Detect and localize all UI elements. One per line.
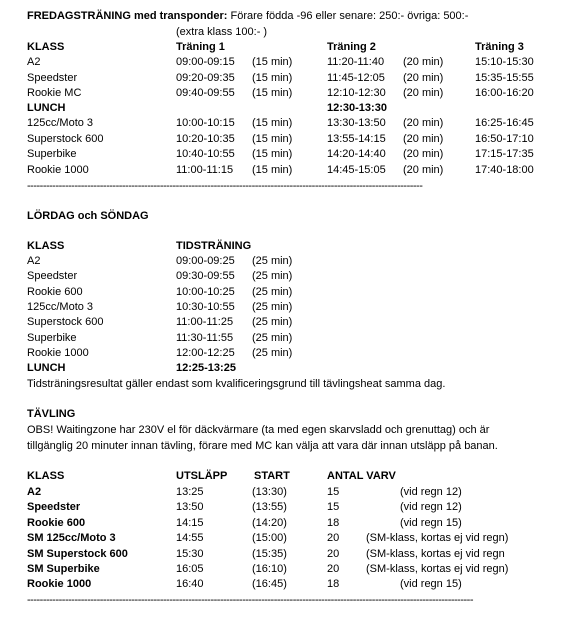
weekend-row-class: 125cc/Moto 3 [27,300,94,313]
race-row-class: Rookie 600 [27,516,86,529]
race-row-class: SM Superbike [27,563,100,575]
friday-row-t1: 10:40-10:55 [176,148,235,160]
race-row-class: A2 [27,486,42,498]
race-row-note: (SM-klass, kortas ej vid regn [366,547,505,560]
friday-row-t3: 15:35-15:55 [475,71,534,84]
race-row-release: 16:05 [176,563,204,575]
friday-row-d2: (20 min) [403,87,444,99]
weekend-heading: LÖRDAG och SÖNDAG [27,210,149,222]
friday-col-klass: KLASS [27,41,65,53]
friday-row-class: 125cc/Moto 3 [27,117,94,129]
weekend-row-class: Superstock 600 [27,316,104,329]
weekend-row-time: 11:30-11:55 [176,331,234,344]
friday-row-t1: 11:00-11:15 [176,163,234,176]
race-row-release: 13:50 [176,501,204,514]
race-row-release: 13:25 [176,486,204,498]
friday-col-t2: Träning 2 [327,41,376,53]
race-row-laps: 18 [327,578,340,591]
friday-row-d2: (20 min) [403,163,444,176]
weekend-row-duration: (25 min) [252,255,293,267]
friday-row-class: Rookie MC [27,87,82,99]
friday-row-d2: (20 min) [403,117,444,129]
race-row-release: 14:55 [176,532,204,545]
friday-row-t2: 13:55-14:15 [327,132,386,145]
friday-col-t1: Träning 1 [176,41,225,53]
race-col-start: START [254,470,290,482]
weekend-row-time: 10:30-10:55 [176,300,235,313]
friday-col-t3: Träning 3 [475,41,524,53]
friday-row-t1: 10:00-10:15 [176,117,235,129]
friday-row-class: Rookie 1000 [27,163,89,176]
friday-row-class: A2 [27,56,41,68]
friday-row-d2: (20 min) [403,71,444,84]
friday-extra-fee: (extra klass 100:- ) [176,26,268,38]
weekend-row-class: Rookie 1000 [27,346,89,359]
race-col-varv: ANTAL VARV [327,470,396,482]
race-row-start: (15:35) [252,547,287,560]
weekend-row-time: 12:00-12:25 [176,346,235,359]
race-row-laps: 15 [327,486,340,498]
weekend-row-duration: (25 min) [252,331,293,344]
race-row-start: (14:20) [252,516,287,529]
race-info-line1: OBS! Waitingzone har 230V el för däckvärmare (ta med egen skarvsladd och grenuttag) och är [27,424,490,436]
friday-row-t3: 16:00-16:20 [475,87,534,99]
race-row-note: (vid regn 15) [400,578,462,591]
friday-row-t3: 16:50-17:10 [475,132,534,145]
race-row-class: SM 125cc/Moto 3 [27,532,116,545]
race-row-note: (SM-klass, kortas ej vid regn) [366,532,509,545]
race-row-start: (13:30) [252,486,287,498]
race-divider: --------------------------------------------------------------------------------------------------------------------------------------------- [27,594,473,606]
friday-row-t1: 10:20-10:35 [176,132,235,145]
friday-row-d1: (15 min) [252,163,293,176]
weekend-row-time: 09:00-09:25 [176,255,235,267]
race-row-laps: 15 [327,501,340,514]
friday-row-class: Superstock 600 [27,132,104,145]
friday-row-class: Speedster [27,71,78,84]
race-row-start: (15:00) [252,532,287,545]
race-row-laps: 18 [327,516,340,529]
weekend-row-time: 11:00-11:25 [176,316,234,329]
friday-fee-text: Förare födda -96 eller senare: 250:- övriga: 500:- [230,10,469,22]
race-row-laps: 20 [327,563,340,575]
race-row-start: (16:45) [252,578,287,591]
race-row-note: (vid regn 12) [400,501,462,514]
friday-row-t3: 16:25-16:45 [475,117,534,129]
weekend-note: Tidsträningsresultat gäller endast som kvalificeringsgrund till tävlingsheat samma dag. [27,378,446,390]
friday-lunch-label: LUNCH [27,102,66,114]
friday-divider: ----------------------------------------------------------------------------------------------------------------------------- [27,180,423,192]
friday-row-t2: 11:20-11:40 [327,56,385,68]
weekend-col-tid: TIDSTRÄNING [176,240,252,252]
friday-row-t2: 13:30-13:50 [327,117,386,129]
friday-row-t1: 09:20-09:35 [176,71,235,84]
weekend-row-duration: (25 min) [252,316,293,329]
race-row-class: Rookie 1000 [27,578,92,591]
weekend-lunch-label: LUNCH [27,362,66,374]
weekend-row-class: Superbike [27,331,77,344]
friday-heading: FREDAGSTRÄNING med transponder: [27,10,228,22]
friday-row-t2: 14:20-14:40 [327,148,386,160]
weekend-row-class: Rookie 600 [27,285,83,298]
friday-row-d1: (15 min) [252,148,293,160]
friday-row-t2: 14:45-15:05 [327,163,386,176]
race-row-release: 16:40 [176,578,204,591]
friday-row-d1: (15 min) [252,132,293,145]
friday-row-t1: 09:40-09:55 [176,87,235,99]
race-row-laps: 20 [327,547,340,560]
race-row-release: 14:15 [176,516,204,529]
weekend-row-class: Speedster [27,270,78,283]
race-row-class: SM Superstock 600 [27,547,128,560]
race-row-release: 15:30 [176,547,204,560]
weekend-row-class: A2 [27,255,41,267]
weekend-row-duration: (25 min) [252,270,293,283]
race-row-note: (vid regn 15) [400,516,462,529]
friday-row-d2: (20 min) [403,56,444,68]
race-info-line2: tillgänglig 20 minuter innan tävling, förare med MC kan välja att vara där innan utsläpp på banan. [27,440,498,452]
friday-row-t2: 12:10-12:30 [327,87,386,99]
weekend-row-time: 10:00-10:25 [176,285,235,298]
race-col-utslapp: UTSLÄPP [176,470,228,482]
friday-row-t3: 15:10-15:30 [475,56,534,68]
friday-lunch-time: 12:30-13:30 [327,102,387,114]
friday-row-d2: (20 min) [403,148,444,160]
friday-row-t3: 17:15-17:35 [475,148,534,160]
friday-row-t2: 11:45-12:05 [327,71,385,84]
weekend-row-time: 09:30-09:55 [176,270,235,283]
friday-row-d1: (15 min) [252,71,293,84]
weekend-lunch-time: 12:25-13:25 [176,362,236,374]
race-row-start: (13:55) [252,501,287,514]
race-row-start: (16:10) [252,563,287,575]
friday-row-t1: 09:00-09:15 [176,56,235,68]
friday-row-d1: (15 min) [252,56,293,68]
weekend-row-duration: (25 min) [252,300,293,313]
race-row-note: (SM-klass, kortas ej vid regn) [366,563,509,575]
friday-row-class: Superbike [27,148,77,160]
race-row-class: Speedster [27,501,81,514]
weekend-col-klass: KLASS [27,240,65,252]
race-row-note: (vid regn 12) [400,486,462,498]
friday-header [27,10,468,23]
race-col-klass: KLASS [27,470,65,482]
race-row-laps: 20 [327,532,340,545]
race-heading: TÄVLING [27,408,76,420]
friday-row-d1: (15 min) [252,117,293,129]
weekend-row-duration: (25 min) [252,346,293,359]
weekend-row-duration: (25 min) [252,285,293,298]
friday-row-d2: (20 min) [403,132,444,145]
friday-row-t3: 17:40-18:00 [475,163,534,176]
friday-row-d1: (15 min) [252,87,293,99]
